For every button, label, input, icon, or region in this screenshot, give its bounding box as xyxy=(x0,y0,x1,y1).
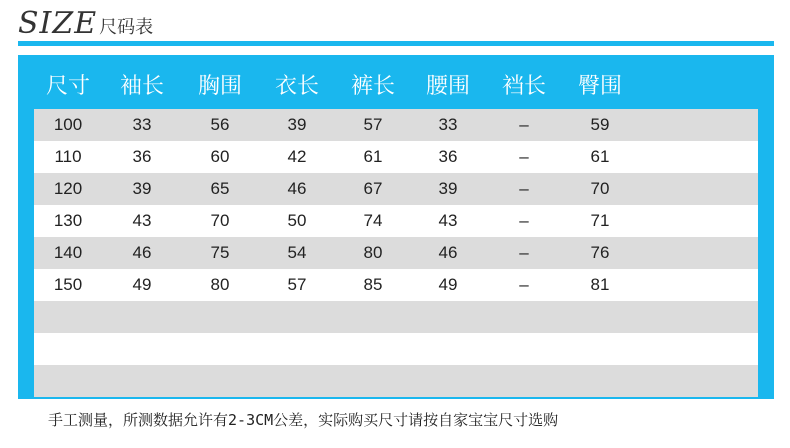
table-cell xyxy=(182,333,258,365)
table-cell xyxy=(102,301,182,333)
table-cell: 140 xyxy=(53,243,83,262)
table-cell xyxy=(562,301,638,333)
table-cell: 50 xyxy=(287,211,307,230)
table-cell xyxy=(410,365,486,397)
table-cell xyxy=(182,365,258,397)
table-cell: 43 xyxy=(438,211,458,230)
table-cell: 46 xyxy=(132,243,152,262)
table-cell xyxy=(258,365,336,397)
table-cell: 100 xyxy=(53,115,83,134)
table-cell xyxy=(486,301,562,333)
table-row xyxy=(34,237,758,269)
measurement-note: 手工测量，所测数据允许有2-3CM公差，实际购买尺寸请按自家宝宝尺寸选购 xyxy=(48,411,559,429)
column-header: 腰围 xyxy=(425,73,470,99)
table-cell: 33 xyxy=(438,115,458,134)
table-cell: 33 xyxy=(132,115,152,134)
table-cell: 80 xyxy=(363,243,383,262)
table-cell xyxy=(410,333,486,365)
table-cell xyxy=(34,301,102,333)
table-cell: 56 xyxy=(210,115,230,134)
table-cell: 65 xyxy=(210,179,230,198)
table-cell: – xyxy=(519,275,529,294)
table-cell: 60 xyxy=(210,147,230,166)
table-cell: 57 xyxy=(287,275,307,294)
table-cell: 36 xyxy=(438,147,458,166)
table-cell: 120 xyxy=(53,179,83,198)
title-chinese: 尺码表 xyxy=(99,17,154,38)
table-cell: 150 xyxy=(53,275,83,294)
table-cell xyxy=(486,333,562,365)
table-cell: – xyxy=(519,179,529,198)
table-cell xyxy=(562,333,638,365)
table-cell: 75 xyxy=(210,243,230,262)
table-cell: 54 xyxy=(287,243,307,262)
page-header xyxy=(18,6,153,41)
table-cell: 74 xyxy=(363,211,383,230)
table-row xyxy=(34,205,758,237)
table-cell: 110 xyxy=(54,147,82,166)
table-cell xyxy=(336,365,410,397)
header-divider xyxy=(18,41,774,46)
table-cell: 61 xyxy=(590,147,610,166)
table-cell: 36 xyxy=(132,147,152,166)
table-cell xyxy=(34,365,102,397)
table-cell: – xyxy=(519,115,529,134)
table-cell: 46 xyxy=(287,179,307,198)
table-cell: – xyxy=(519,211,529,230)
title-english: SIZE xyxy=(18,6,98,41)
table-cell: 67 xyxy=(363,179,383,198)
table-cell: 85 xyxy=(363,275,383,294)
table-cell xyxy=(34,333,102,365)
table-cell: 57 xyxy=(363,115,383,134)
table-cell: 39 xyxy=(287,115,307,134)
table-body xyxy=(34,109,758,397)
table-cell xyxy=(258,333,336,365)
table-cell xyxy=(258,301,336,333)
table-cell: – xyxy=(519,243,529,262)
table-cell xyxy=(182,301,258,333)
column-header: 臀围 xyxy=(577,73,622,99)
table-cell: 70 xyxy=(210,211,230,230)
column-header: 尺寸 xyxy=(45,73,90,99)
table-row xyxy=(34,301,758,333)
table-cell xyxy=(410,301,486,333)
table-row xyxy=(34,365,758,397)
table-cell xyxy=(336,333,410,365)
table-cell: 39 xyxy=(132,179,152,198)
table-cell: 43 xyxy=(132,211,152,230)
table-cell: 81 xyxy=(590,275,610,294)
table-cell: 39 xyxy=(438,179,458,198)
table-cell xyxy=(336,301,410,333)
size-table xyxy=(18,55,774,399)
table-cell xyxy=(486,365,562,397)
table-cell xyxy=(102,333,182,365)
table-row xyxy=(34,269,758,301)
table-row xyxy=(34,173,758,205)
table-cell: 49 xyxy=(438,275,458,294)
table-cell: 49 xyxy=(132,275,152,294)
table-cell: 76 xyxy=(590,243,610,262)
column-header: 袖长 xyxy=(119,73,164,99)
table-row xyxy=(34,333,758,365)
column-header: 胸围 xyxy=(197,73,242,99)
table-cell: 42 xyxy=(287,147,307,166)
table-cell: 70 xyxy=(590,179,610,198)
column-header: 裆长 xyxy=(501,73,546,99)
table-cell: 71 xyxy=(590,211,610,230)
table-cell: 61 xyxy=(363,147,383,166)
table-cell xyxy=(562,365,638,397)
table-cell xyxy=(102,365,182,397)
table-row xyxy=(34,109,758,141)
table-cell: 130 xyxy=(53,211,83,230)
column-header: 衣长 xyxy=(274,73,319,99)
table-cell: 59 xyxy=(590,115,610,134)
table-header-row xyxy=(34,59,758,109)
table-row xyxy=(34,141,758,173)
table-cell: 46 xyxy=(438,243,458,262)
table-cell: – xyxy=(519,147,529,166)
table-cell: 80 xyxy=(210,275,230,294)
column-header: 裤长 xyxy=(350,73,395,99)
